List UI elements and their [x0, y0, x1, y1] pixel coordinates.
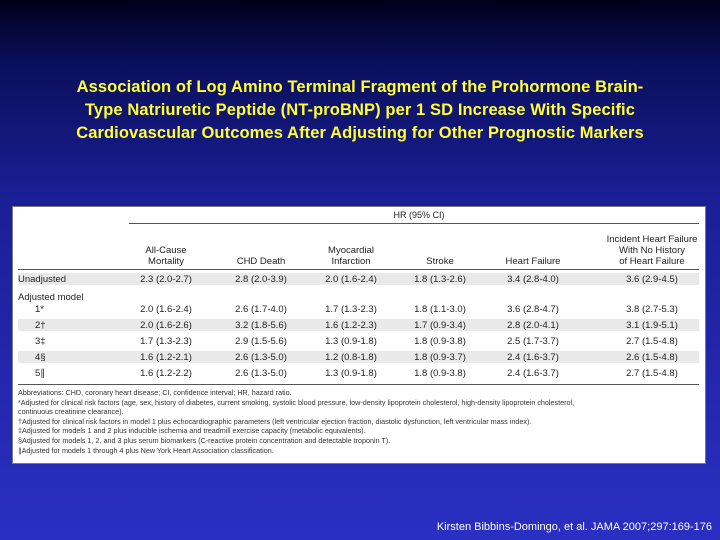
table-cell: 2.9 (1.5-5.6)	[235, 336, 287, 347]
table-cell: 2.8 (2.0-3.9)	[235, 274, 287, 285]
title-line-1: Association of Log Amino Terminal Fragment of the Prohormone Brain-	[76, 78, 644, 96]
table-cell: 1.6 (1.2-2.3)	[325, 320, 377, 331]
row-label: 5∥	[35, 368, 46, 379]
column-header-line: Heart Failure	[505, 256, 561, 267]
table-cell: 2.4 (1.6-3.7)	[507, 368, 559, 379]
row-label: 4§	[35, 352, 46, 363]
column-header-line: Infarction	[331, 256, 371, 267]
footnote: ∥Adjusted for models 1 through 4 plus New York Heart Association classification.	[18, 445, 274, 455]
row-label: 2†	[35, 320, 46, 331]
table-cell: 2.6 (1.7-4.0)	[235, 304, 287, 315]
row-label: Unadjusted	[18, 274, 67, 285]
footnote: *Adjusted for clinical risk factors (age, sex, history of diabetes, current smoking, systolic blood pressure, low-density lipoprotein cholesterol, high-density lipoprotein cholesterol,	[18, 397, 575, 407]
column-header-line: CHD Death	[236, 256, 286, 267]
table-cell: 1.6 (1.2-2.1)	[140, 352, 192, 363]
row-label: 3‡	[35, 336, 46, 347]
table-cell: 1.8 (0.9-3.8)	[414, 368, 466, 379]
column-header-line: Mortality	[148, 256, 184, 267]
table-cell: 3.1 (1.9-5.1)	[626, 320, 678, 331]
table-cell: 3.6 (2.8-4.7)	[507, 304, 559, 315]
table-bottom-rule	[18, 384, 699, 385]
table-cell: 1.7 (0.9-3.4)	[414, 320, 466, 331]
header-rule	[18, 269, 699, 270]
row-label: 1*	[35, 304, 44, 315]
table-cell: 1.8 (0.9-3.8)	[414, 336, 466, 347]
column-header	[400, 256, 480, 267]
footnote: §Adjusted for models 1, 2, and 3 plus serum biomarkers (C-reactive protein concentration and detectable troponin T).	[18, 436, 391, 445]
footnote: continuous creatinine clearance).	[18, 407, 124, 417]
table-cell: 3.2 (1.8-5.6)	[235, 320, 287, 331]
table-cell: 2.0 (1.6-2.6)	[140, 320, 192, 331]
table-cell: 1.3 (0.9-1.8)	[325, 368, 377, 379]
column-header-line: of Heart Failure	[619, 256, 685, 267]
row-label: Adjusted model	[18, 292, 84, 303]
column-header-line: With No History	[619, 245, 685, 256]
table-cell: 3.6 (2.9-4.5)	[626, 274, 678, 285]
title-line-2: Type Natriuretic Peptide (NT-proBNP) per 1 SD Increase With Specific	[84, 101, 636, 119]
table-cell: 1.8 (1.3-2.6)	[414, 274, 466, 285]
table-cell: 1.6 (1.2-2.2)	[140, 368, 192, 379]
column-header	[121, 245, 211, 267]
table-cell: 2.6 (1.3-5.0)	[235, 352, 287, 363]
table-cell: 2.6 (1.5-4.8)	[626, 352, 678, 363]
footnote: ‡Adjusted for models 1 and 2 plus inducible ischemia and treadmill exercise capacity (metabolic equivalents).	[18, 426, 366, 436]
span-header-rule	[129, 223, 699, 224]
column-header	[306, 245, 396, 267]
footnote: †Adjusted for clinical risk factors in model 1 plus echocardiographic parameters (left ventricular ejection fraction, diastolic dysfunction, left ventricular mass index).	[18, 416, 532, 426]
table-cell: 2.8 (2.0-4.1)	[507, 320, 559, 331]
column-header-line: Stroke	[426, 256, 454, 267]
column-header	[216, 256, 306, 267]
hr-span-header: HR (95% CI)	[393, 210, 445, 220]
table-cell: 1.2 (0.8-1.8)	[325, 352, 377, 363]
column-header-line: Incident Heart Failure	[606, 234, 698, 245]
title-line-3: Cardiovascular Outcomes After Adjusting for Other Prognostic Markers	[76, 124, 644, 142]
table-cell: 2.5 (1.7-3.7)	[507, 336, 559, 347]
footnote: Abbreviations: CHD, coronary heart disease; CI, confidence interval; HR, hazard ratio.	[18, 388, 292, 397]
table-cell: 2.7 (1.5-4.8)	[626, 336, 678, 347]
citation: Kirsten Bibbins-Domingo, et al. JAMA 2007;297:169-176	[436, 521, 712, 533]
column-header-line: All-Cause	[145, 245, 187, 256]
table-cell: 2.7 (1.5-4.8)	[626, 368, 678, 379]
table-cell: 1.8 (1.1-3.0)	[414, 304, 466, 315]
column-header-line: Myocardial	[328, 245, 374, 256]
table-cell: 1.8 (0.9-3.7)	[414, 352, 466, 363]
table-cell: 3.8 (2.7-5.3)	[626, 304, 678, 315]
table-cell: 2.0 (1.6-2.4)	[325, 274, 377, 285]
column-header	[488, 256, 578, 267]
table-cell: 2.6 (1.3-5.0)	[235, 368, 287, 379]
table-cell: 1.3 (0.9-1.8)	[325, 336, 377, 347]
table-cell: 1.7 (1.3-2.3)	[140, 336, 192, 347]
table-cell: 3.4 (2.8-4.0)	[507, 274, 559, 285]
column-header	[592, 234, 712, 267]
results-table	[12, 206, 706, 464]
table-cell: 2.4 (1.6-3.7)	[507, 352, 559, 363]
table-cell: 2.3 (2.0-2.7)	[140, 274, 192, 285]
table-cell: 2.0 (1.6-2.4)	[140, 304, 192, 315]
slide-title	[10, 76, 710, 145]
table-cell: 1.7 (1.3-2.3)	[325, 304, 377, 315]
